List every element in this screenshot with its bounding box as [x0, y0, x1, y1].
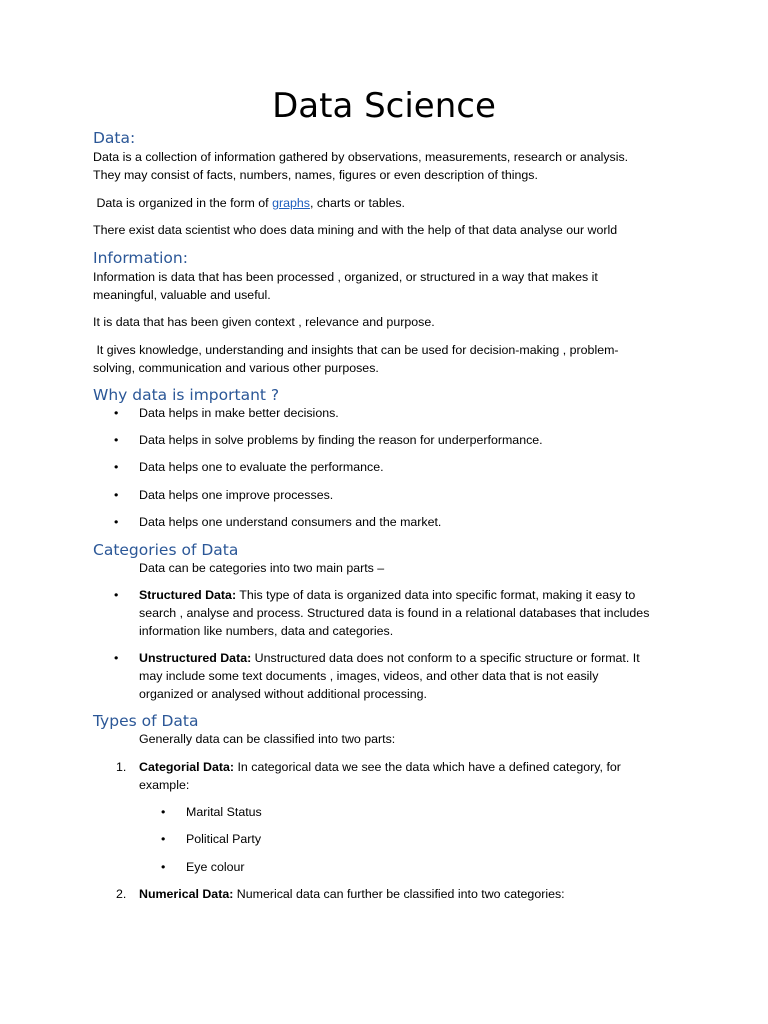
information-paragraph-2: It is data that has been given context , relevance and purpose. — [93, 315, 435, 329]
bullet-icon: • — [114, 515, 119, 529]
list-number: 2. — [116, 887, 127, 901]
unstructured-data-line-1 — [139, 649, 640, 667]
bullet-icon: • — [114, 651, 119, 665]
list-item: Data helps in solve problems by finding the reason for underperformance. — [139, 433, 543, 447]
structured-data-line-1 — [139, 586, 635, 604]
bullet-icon: • — [161, 832, 166, 846]
list-item: Data helps one to evaluate the performance. — [139, 460, 384, 474]
structured-data-text: This type of data is organized data into specific format, making it easy to — [236, 588, 636, 602]
bullet-icon: • — [114, 433, 119, 447]
list-item: Data helps one understand consumers and the market. — [139, 515, 442, 529]
information-paragraph-3-line-1: It gives knowledge, understanding and insights that can be used for decision-making , problem- — [93, 343, 619, 357]
categorial-data-label: Categorial Data: — [139, 760, 235, 774]
categorial-data-text: In categorical data we see the data which have a defined category, for — [234, 760, 621, 774]
categories-intro: Data can be categories into two main parts – — [139, 561, 385, 575]
bullet-icon: • — [161, 805, 166, 819]
information-paragraph-1-line-2: meaningful, valuable and useful. — [93, 288, 271, 302]
heading-categories-of-data: Categories of Data — [93, 541, 239, 559]
bullet-icon: • — [114, 588, 119, 602]
data-paragraph-3: There exist data scientist who does data mining and with the help of that data analyse our world — [93, 223, 618, 237]
unstructured-data-label: Unstructured Data: — [139, 651, 252, 665]
information-paragraph-3-line-2: solving, communication and various other purposes. — [93, 361, 379, 375]
data-paragraph-2-end: , charts or tables. — [309, 196, 406, 210]
data-paragraph-1-line-2: They may consist of facts, numbers, names, figures or even description of things. — [93, 168, 538, 182]
sub-list-item: Marital Status — [186, 805, 262, 819]
data-paragraph-2 — [93, 194, 683, 212]
sub-list-item: Eye colour — [186, 860, 245, 874]
structured-data-line-3: information like numbers, data and categories. — [139, 624, 394, 638]
bullet-icon: • — [161, 860, 166, 874]
bullet-icon: • — [114, 406, 119, 420]
heading-types-of-data: Types of Data — [93, 712, 199, 730]
graphs-link[interactable]: graphs — [272, 196, 310, 210]
numerical-data-line — [139, 885, 565, 903]
types-intro: Generally data can be classified into two parts: — [139, 732, 396, 746]
data-paragraph-2-start: Data is organized in the form of — [93, 196, 273, 210]
unstructured-data-line-2: may include some text documents , images, videos, and other data that is not easily — [139, 669, 599, 683]
sub-list-item: Political Party — [186, 832, 262, 846]
numerical-data-text: Numerical data can further be classified into two categories: — [233, 887, 565, 901]
bullet-icon: • — [114, 460, 119, 474]
categorial-data-line-2: example: — [139, 778, 190, 792]
heading-why-data-important: Why data is important ? — [93, 386, 280, 404]
list-item: Data helps in make better decisions. — [139, 406, 339, 420]
unstructured-data-line-3: organized or analysed without additional processing. — [139, 687, 427, 701]
list-item: Data helps one improve processes. — [139, 488, 334, 502]
data-paragraph-1-line-1: Data is a collection of information gathered by observations, measurements, research or analysis. — [93, 150, 629, 164]
unstructured-data-text: Unstructured data does not conform to a specific structure or format. It — [251, 651, 640, 665]
list-number: 1. — [116, 760, 127, 774]
numerical-data-label: Numerical Data: — [139, 887, 234, 901]
page-title: Data Science — [272, 86, 496, 126]
structured-data-line-2: search , analyse and process. Structured data is found in a relational databases that includes — [139, 606, 650, 620]
information-paragraph-1-line-1: Information is data that has been processed , organized, or structured in a way that makes it — [93, 270, 598, 284]
bullet-icon: • — [114, 488, 119, 502]
heading-information: Information: — [93, 249, 188, 267]
categorial-data-line-1 — [139, 758, 621, 776]
structured-data-label: Structured Data: — [139, 588, 237, 602]
heading-data: Data: — [93, 129, 136, 147]
